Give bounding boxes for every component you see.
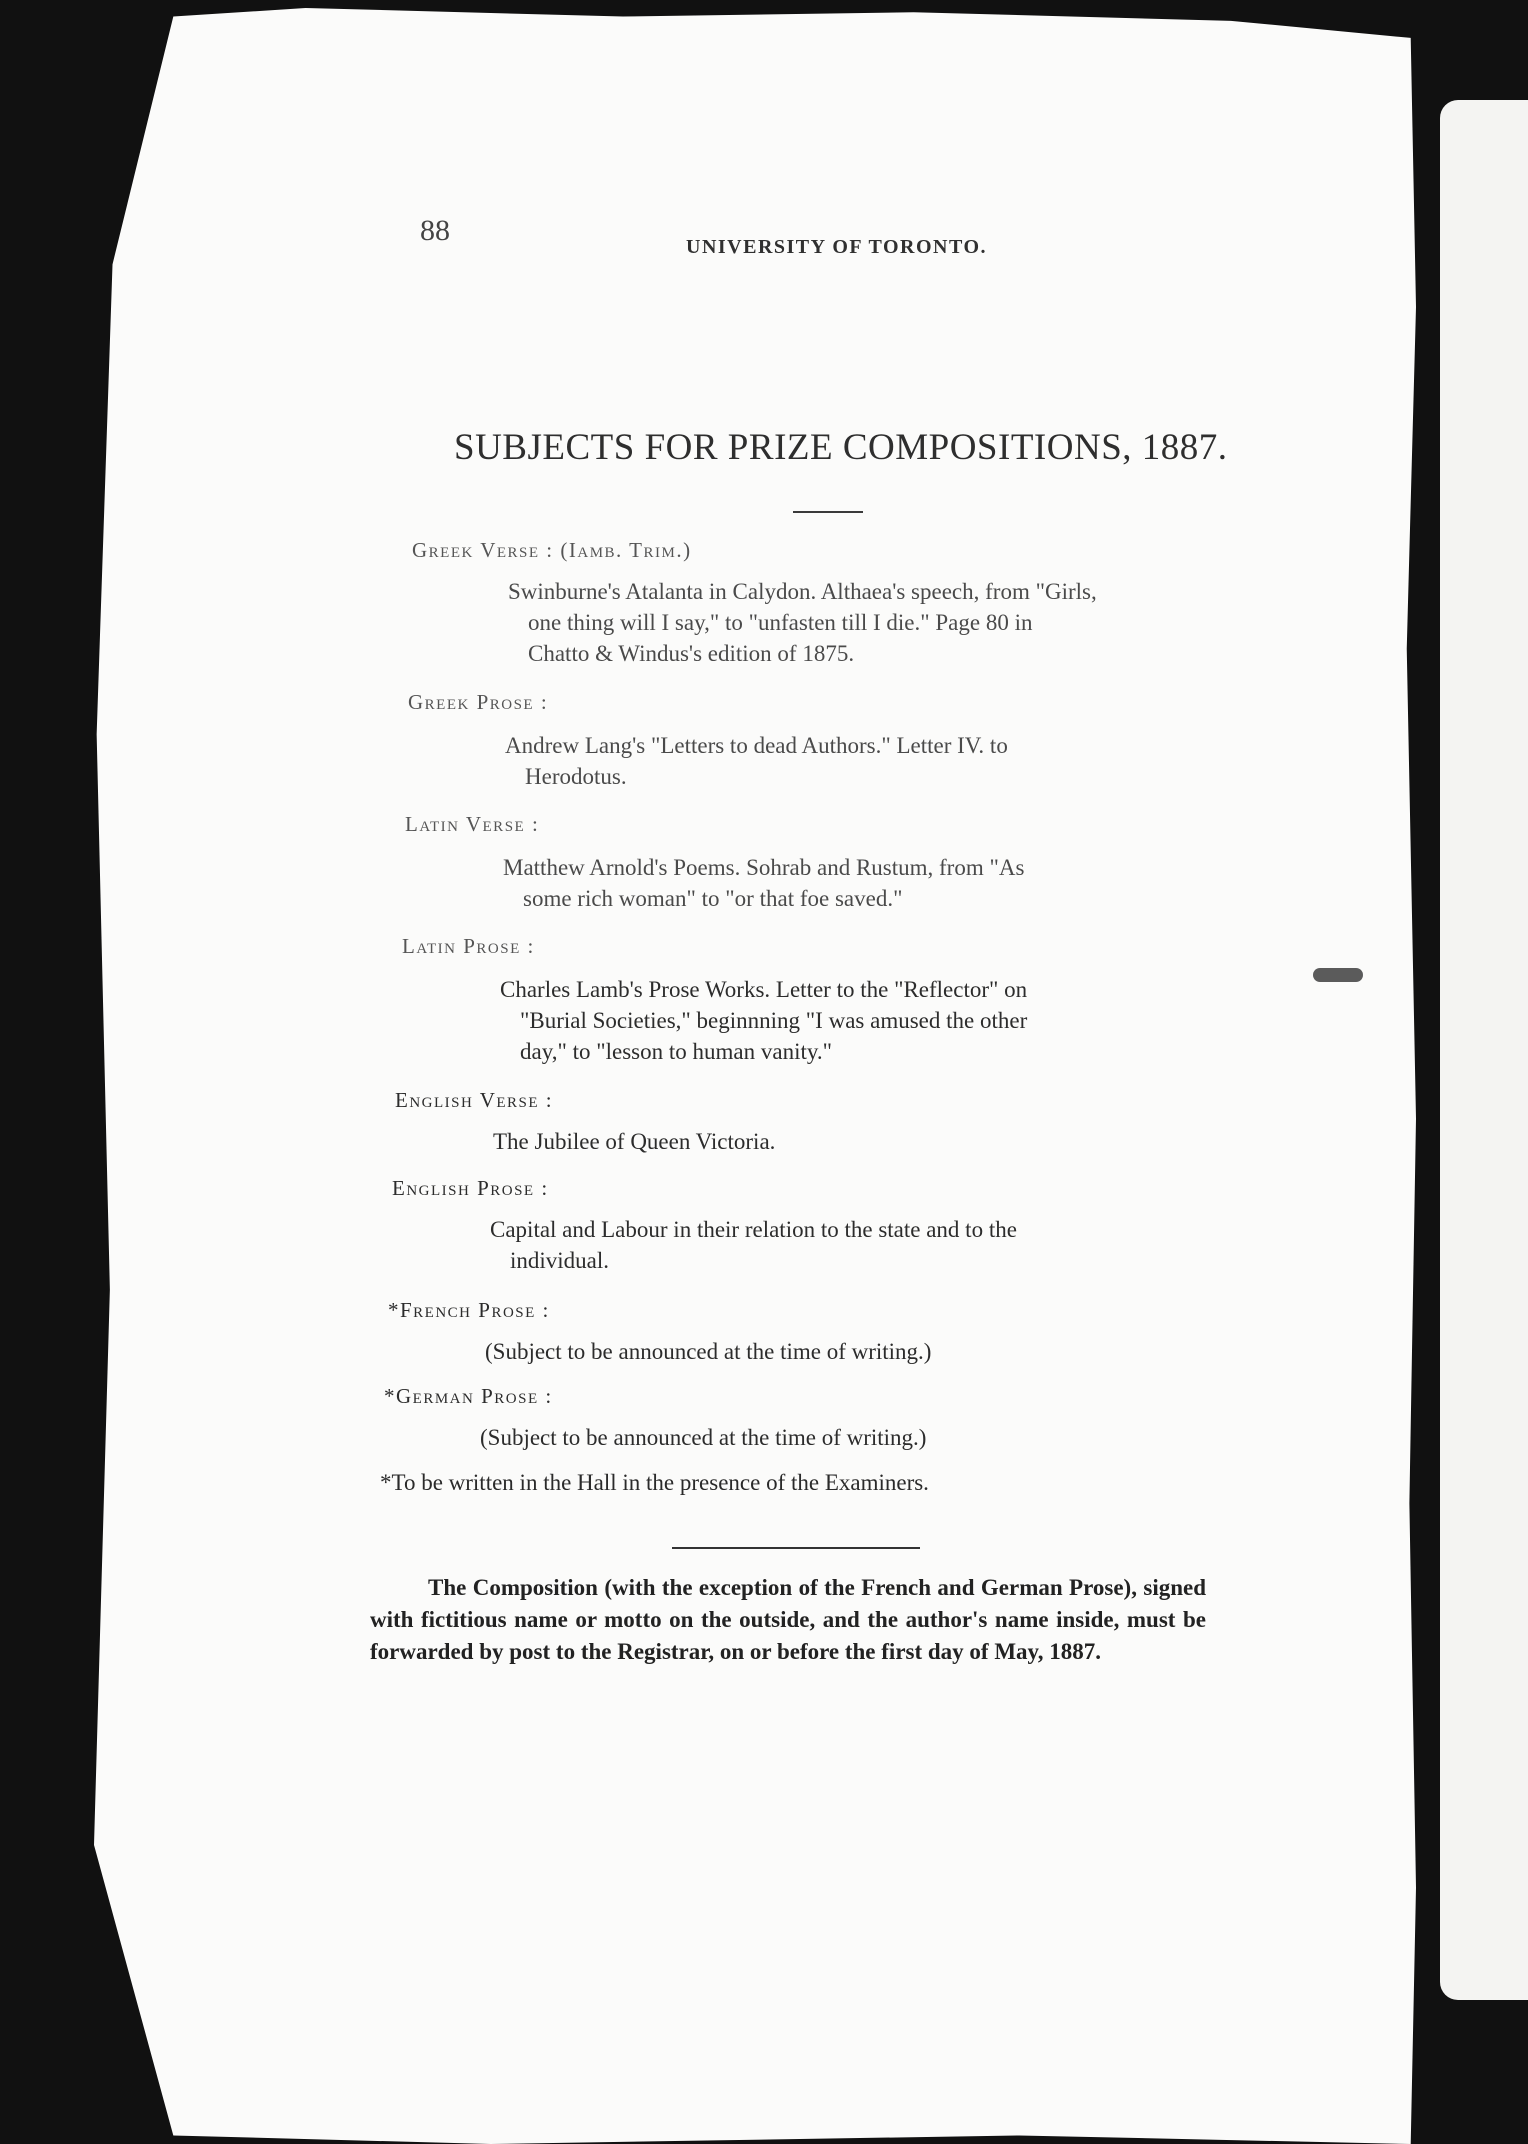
section-body-latin-prose [500,974,1250,1067]
footnote: *To be written in the Hall in the presence of the Examiners. [380,1470,929,1495]
section-body-greek-prose [505,730,1255,792]
greek-verse-line-2: one thing will I say," to "unfasten till I die." Page 80 in [528,610,1033,635]
english-prose-line-1: Capital and Labour in their relation to the state and to the [490,1217,1017,1242]
section-divider [672,1547,920,1549]
section-heading-french-prose: *French Prose : [388,1298,550,1322]
section-heading-english-verse: English Verse : [395,1088,554,1112]
latin-verse-line-1: Matthew Arnold's Poems. Sohrab and Rustum, from "As [503,855,1025,880]
page-title: SUBJECTS FOR PRIZE COMPOSITIONS, 1887. [454,427,1228,468]
section-heading-greek-verse: Greek Verse : (Iamb. Trim.) [412,538,692,562]
section-body-greek-verse [508,576,1258,669]
section-heading-latin-verse: Latin Verse : [405,812,540,836]
document-page [94,8,1416,2144]
latin-prose-line-1: Charles Lamb's Prose Works. Letter to the "Reflector" on [500,977,1028,1002]
latin-prose-line-3: day," to "lesson to human vanity." [520,1039,833,1064]
latin-prose-line-2: "Burial Societies," beginnning "I was amused the other [520,1008,1028,1033]
french-prose-line-1: (Subject to be announced at the time of writing.) [485,1339,932,1364]
section-body-german-prose [480,1422,1230,1453]
section-heading-greek-prose: Greek Prose : [408,690,549,714]
greek-prose-line-2: Herodotus. [525,764,627,789]
english-verse-line-1: The Jubilee of Queen Victoria. [493,1129,776,1154]
adjacent-page-edge [1440,100,1528,2000]
closing-paragraph: The Composition (with the exception of the French and German Prose), signed with fictitious name or motto on the outside, and the author's name inside, must be forwarded by post to the Registrar, on or before the first day of May, 1887. [370,1575,1206,1664]
section-heading-german-prose: *German Prose : [384,1384,553,1408]
section-heading-english-prose: English Prose : [392,1176,549,1200]
section-body-english-prose [490,1214,1240,1276]
section-body-french-prose [485,1336,1235,1367]
german-prose-line-1: (Subject to be announced at the time of writing.) [480,1425,927,1450]
section-body-latin-verse [503,852,1253,914]
greek-verse-line-1: Swinburne's Atalanta in Calydon. Althaea's speech, from "Girls, [508,579,1097,604]
running-head: UNIVERSITY OF TORONTO. [686,236,988,258]
latin-verse-line-2: some rich woman" to "or that foe saved." [523,886,903,911]
greek-verse-line-3: Chatto & Windus's edition of 1875. [528,641,855,666]
title-divider [793,511,863,513]
section-body-english-verse [493,1126,1243,1157]
paper-tear-mark [1313,968,1363,982]
page-number: 88 [420,214,450,247]
section-heading-latin-prose: Latin Prose : [402,934,535,958]
english-prose-line-2: individual. [510,1248,610,1273]
greek-prose-line-1: Andrew Lang's "Letters to dead Authors." Letter IV. to [505,733,1008,758]
